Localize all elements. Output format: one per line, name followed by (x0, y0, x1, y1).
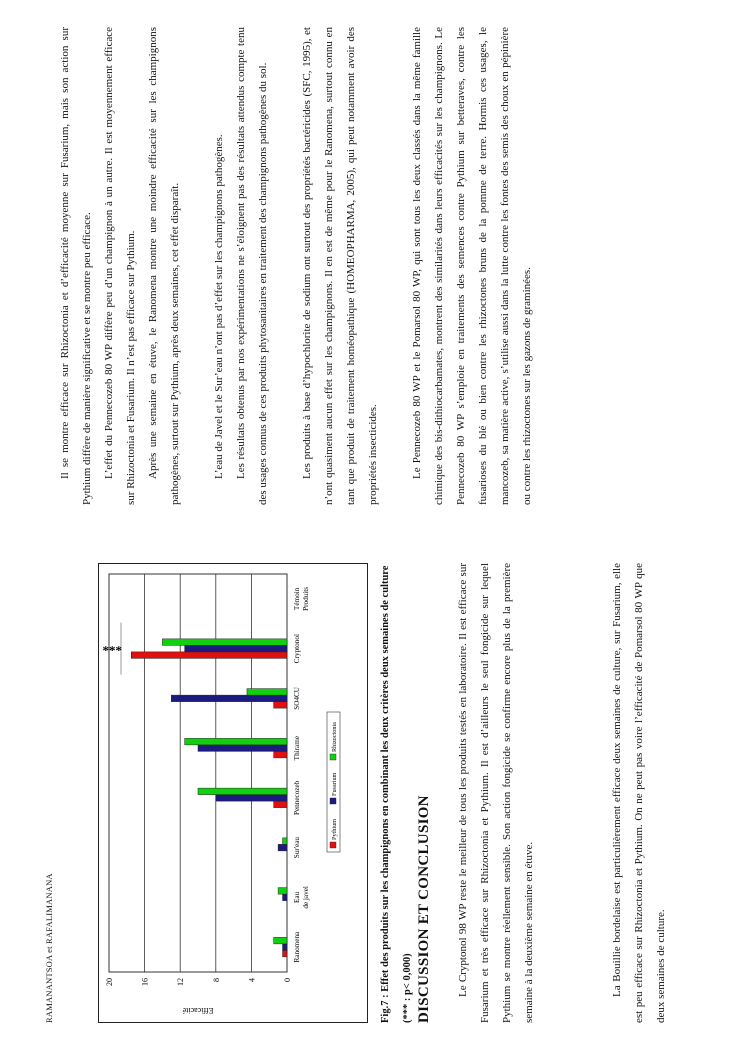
plot-area (109, 574, 287, 972)
right-paragraph-4: L’eau de Javel et le Sur’eau n’ont pas d’effet sur les champignons pathogènes. (213, 134, 225, 479)
y-tick-label: 8 (211, 978, 221, 982)
x-tick-label: Ranomena (293, 931, 301, 963)
bar-fusarium (283, 894, 287, 901)
bar-rhizoctonia (247, 689, 287, 696)
bar-rhizoctonia (274, 937, 287, 944)
x-tick-label: Eau (293, 891, 301, 903)
legend-swatch (330, 754, 336, 760)
x-tick-label: Pennecozeb (293, 780, 301, 816)
bar-pythium (131, 652, 287, 659)
bar-rhizoctonia (283, 838, 287, 845)
figure-caption: Fig.7 : Effet des produits sur les champignons en combinant les deux critères deux semaines de culture (*** : p< 0,000) (380, 565, 413, 1023)
right-paragraph-6: Les produits à base d’hypochlorite de sodium ont surtout des propriétés bactéricides (SFC, 1995), et n’ont quasiment aucun effet sur les champignons. Il en est de même pour le Ranomena, surtout connu en tant que produit de traitement homéopathique (HOMEOPHARMA, 2005), qui peut notamment avoir des propriétés insecticides. (301, 27, 379, 505)
bar-chart (99, 564, 367, 1022)
legend-label: Fusarium (331, 772, 338, 796)
bar-fusarium (171, 695, 287, 702)
bar-rhizoctonia (162, 639, 287, 646)
legend-swatch (330, 842, 336, 848)
right-paragraph-1: Il se montre efficace sur Rhizoctonia et d’efficacité moyenne sur Fusarium, mais son action sur Pythium diffère de manière significative et se montre peu efficace. (59, 27, 93, 505)
bar-fusarium (283, 944, 287, 951)
y-tick-label: 16 (140, 978, 150, 986)
y-tick-label: 0 (283, 978, 292, 982)
bar-pythium (274, 751, 287, 758)
right-paragraph-5: Les résultats obtenus par nos expérimentations ne s’éloignent pas des résultats attendus compte tenu des usages connus de ces produits phytosanitaires en traitement des champignons pathogènes du sol. (235, 27, 269, 505)
bar-rhizoctonia (185, 738, 287, 745)
y-tick-label: 20 (105, 978, 114, 986)
x-tick-label: SO4CU (293, 686, 301, 710)
y-tick-label: 12 (176, 978, 186, 986)
x-tick-label: de javel (302, 886, 310, 909)
x-tick-label: Sur'eau (293, 836, 301, 859)
bar-rhizoctonia (278, 888, 287, 895)
bar-rhizoctonia (198, 788, 287, 795)
section-title: DISCUSSION ET CONCLUSION (416, 795, 432, 1023)
bar-fusarium (185, 645, 287, 652)
y-tick-label: 4 (247, 978, 257, 982)
right-paragraph-3: Après une semaine en étuve, le Ranomena montre une moindre efficacité sur les champignons pathogènes, surtout sur Pythium, après deux semaines, cet effet disparaît. (147, 27, 181, 505)
bar-pythium (274, 702, 287, 709)
left-paragraph-1: Le Cryptonol 98 WP reste le meilleur de tous les produits testés en laboratoire. Il est efficace sur Fusarium et très efficace sur Rhizoctonia et Pythium. Il est d’ailleurs le seul fongicide sur lequel Pythium se montre réellement sensible. Son action fongicide se confirme encore plus de la première semaine à la deuxième semaine en étuve. (457, 563, 535, 1023)
x-tick-label: Produits (302, 586, 310, 611)
right-paragraph-2: L’effet du Pennecozeb 80 WP diffère peu d’un champignon à un autre. Il est moyennement efficace sur Rhizoctonia et Fusarium. Il n’est pas efficace sur Pythium. (103, 27, 137, 505)
bar-fusarium (278, 844, 287, 851)
running-header: RAMANANTSOA et RAFALIMANANA (44, 873, 54, 1023)
x-tick-label: Cryptonol (293, 634, 301, 664)
bar-pythium (274, 801, 287, 808)
x-tick-label: Thirame (293, 735, 301, 761)
significance-annotation: *** (102, 639, 122, 655)
left-paragraph-2: La Bouillie bordelaise est particulièrement efficace deux semaines de culture, sur Fusarium, elle est peu efficace sur Rhizoctonia et Pythium. On ne peut pas voire l’efficacité de Pomarsol 80 WP que deux semaines de culture. (611, 563, 667, 1023)
legend-swatch (330, 798, 336, 804)
figure-7-chart (98, 563, 368, 1023)
y-axis-label: Efficacité (182, 1006, 214, 1015)
legend-label: Rhizoctonia (331, 722, 338, 752)
bar-fusarium (198, 745, 287, 752)
x-tick-label: Témoin (293, 587, 301, 611)
right-paragraph-7: Le Pennecozeb 80 WP et le Pomarsol 80 WP, qui sont tous les deux classés dans la même famille chimique des bis-dithiocarbamates, montrent des similarités dans leurs efficacités sur les champignons. Le Pennecozeb 80 WP s’emploie en traitements des semences contre Pythium sur betteraves, contre les fusarioses du blé ou bien contre les rhizoctones bruns de la pomme de terre. Hormis ces usages, le mancozeb, sa matière active, s’utilise aussi dans la lutte contre les fontes des semis des choux en pépinière ou contre les rhizoctones sur les gazons de graminées. (411, 27, 533, 505)
bar-pythium (283, 950, 287, 957)
bar-fusarium (216, 795, 287, 802)
legend-label: Pythium (331, 819, 338, 840)
